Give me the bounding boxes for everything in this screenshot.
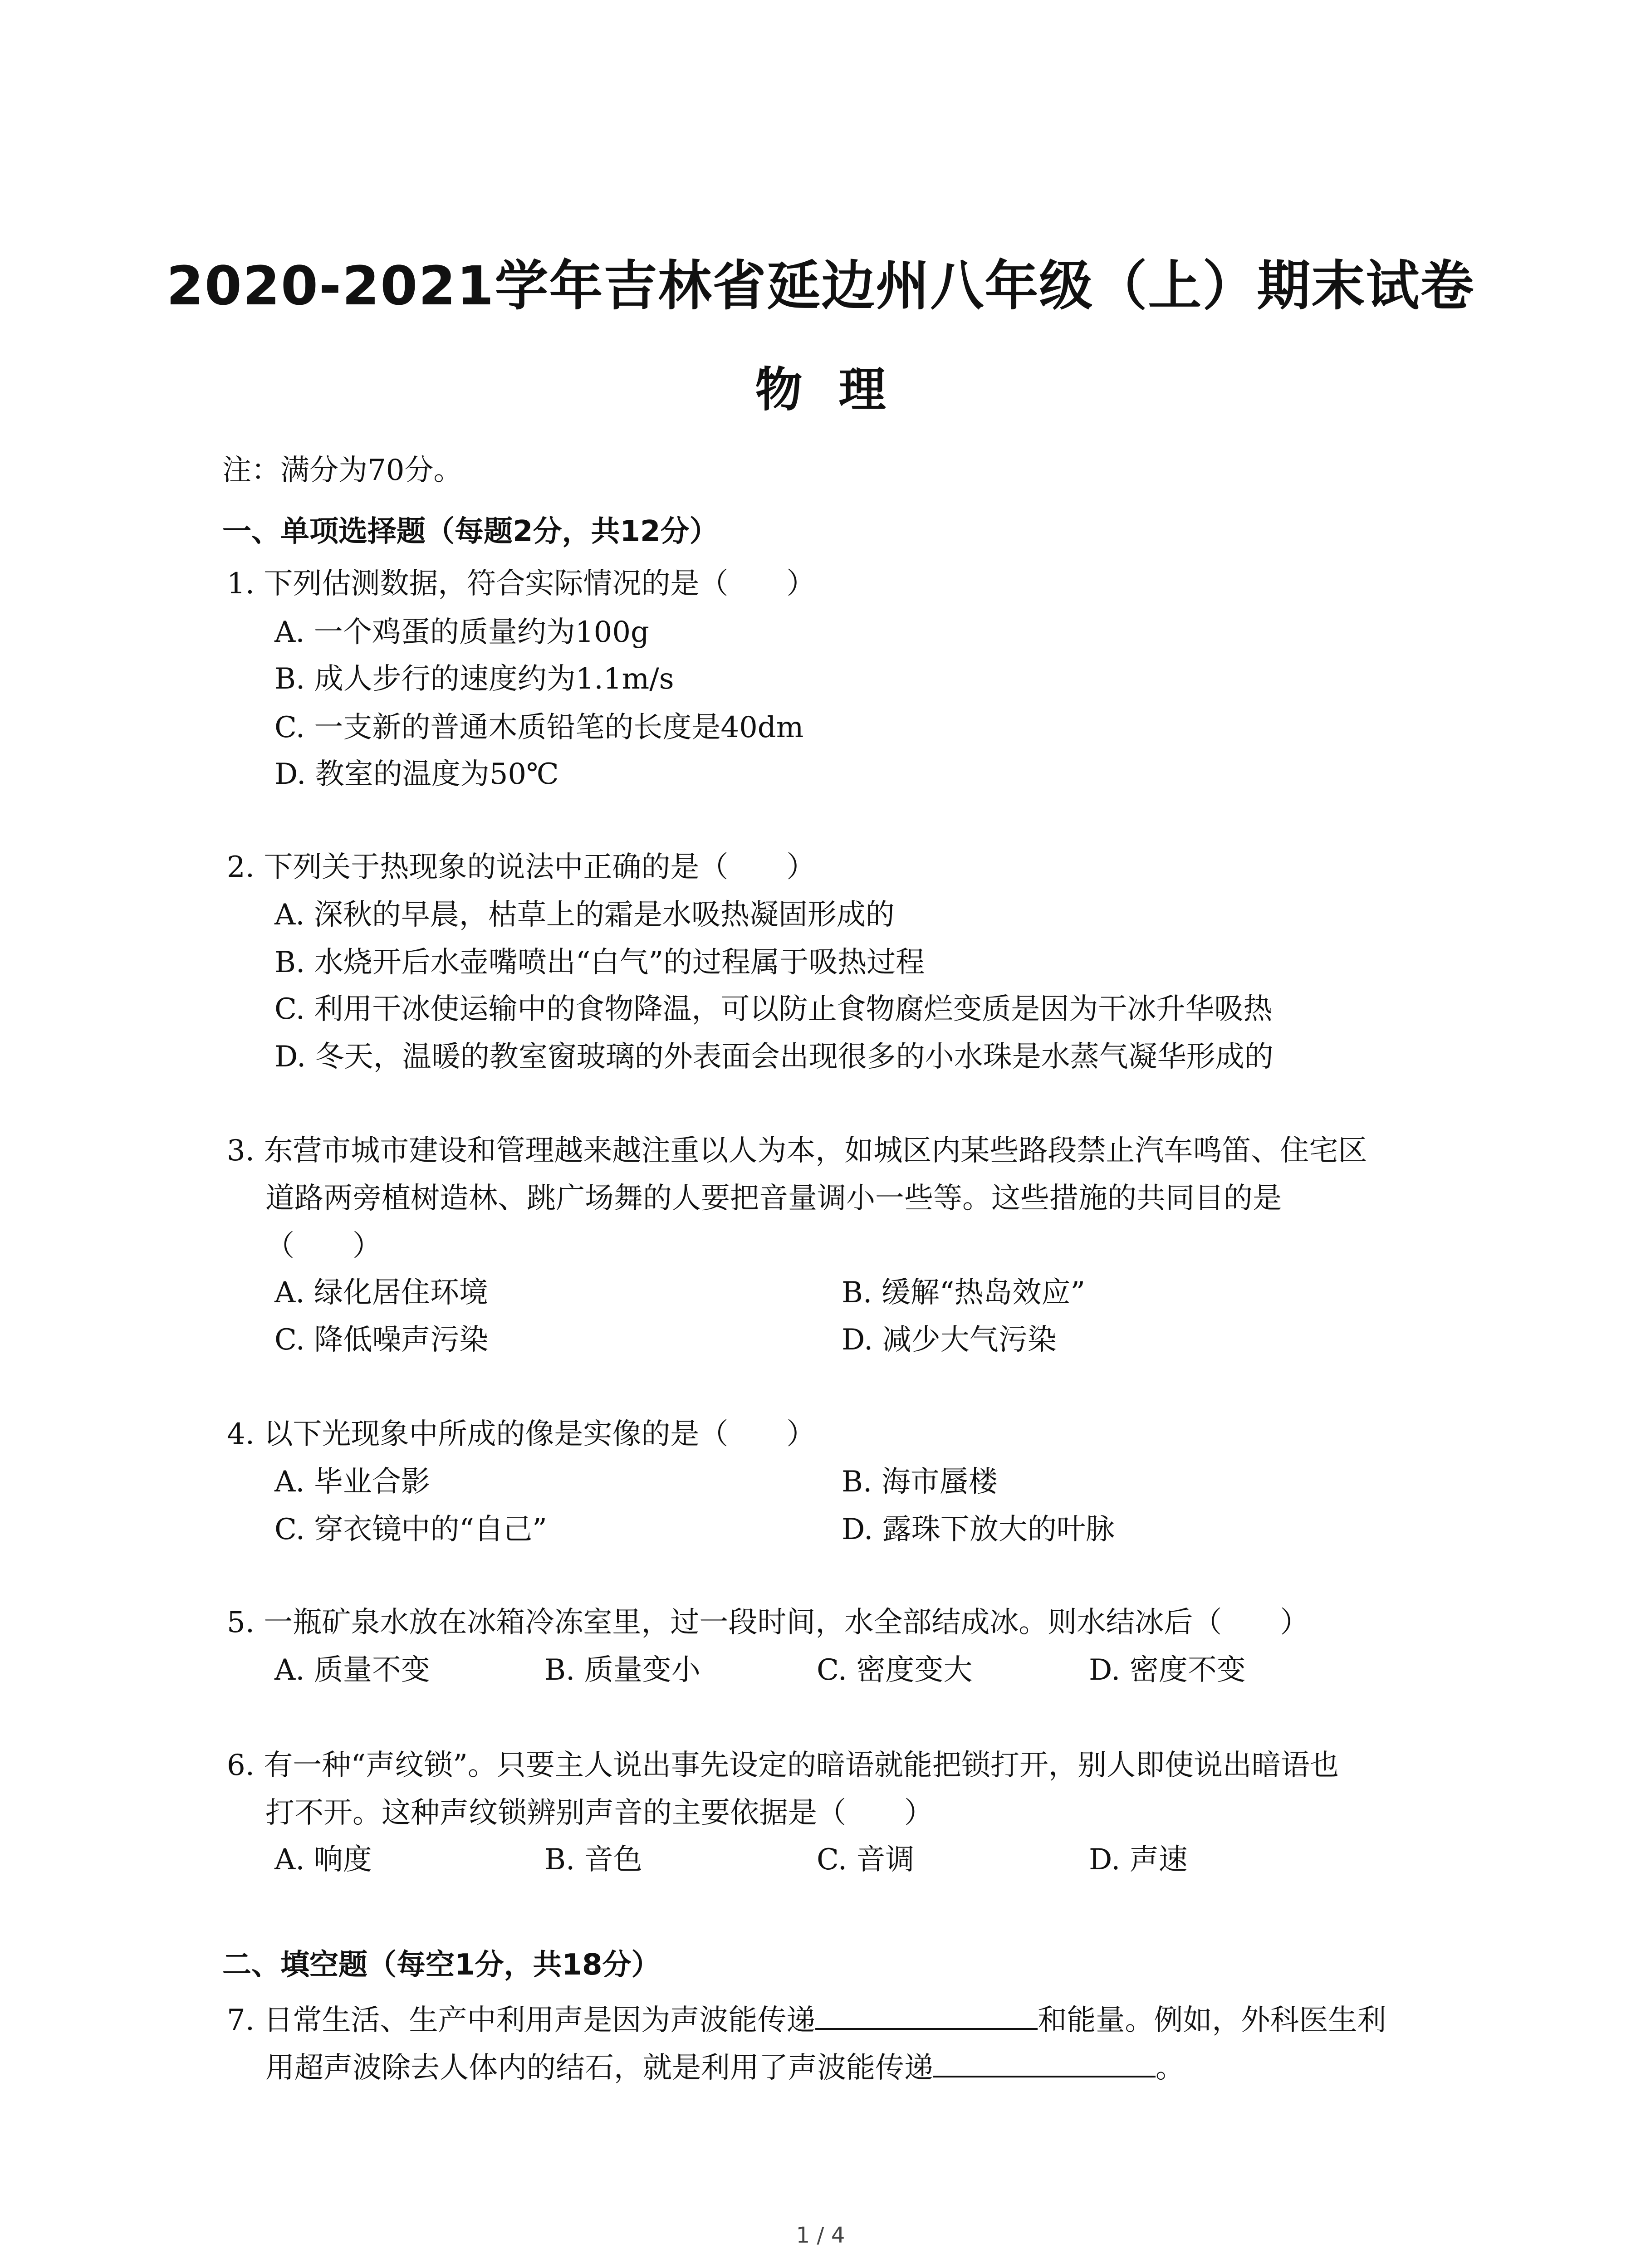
option: D. 减少大气污染 (842, 1323, 1057, 1357)
option: A. 毕业合影 (274, 1465, 430, 1499)
section-heading: 二、填空题（每空1分，共18分） (222, 1948, 661, 1982)
question-stem-cont: （ ） (265, 1229, 382, 1263)
question-stem-cont: 打不开。这种声纹锁辨别声音的主要依据是（ ） (265, 1796, 933, 1830)
question-stem: 4. 以下光现象中所成的像是实像的是（ ） (227, 1418, 816, 1451)
section-heading: 一、单项选择题（每题2分，共12分） (222, 515, 719, 548)
question-text: 用超声波除去人体内的结石，就是利用了声波能传递 (265, 2051, 933, 2085)
question-stem: 3. 东营市城市建设和管理越来越注重以人为本，如城区内某些路段禁止汽车鸣笛、住宅区 (227, 1134, 1367, 1168)
option: C. 密度变大 (817, 1653, 973, 1687)
fill-question-line (227, 2003, 1386, 2035)
option: A. 深秋的早晨，枯草上的霜是水吸热凝固形成的 (274, 898, 895, 932)
score-note: 注：满分为70分。 (222, 454, 463, 487)
question-text: 。 (1156, 2051, 1185, 2085)
option: C. 降低噪声污染 (274, 1323, 489, 1357)
option: B. 质量变小 (544, 1653, 700, 1687)
fill-question-line (265, 2050, 1185, 2085)
option: D. 露珠下放大的叶脉 (842, 1513, 1115, 1546)
question-text: 7. 日常生活、生产中利用声是因为声波能传递 (227, 2004, 816, 2037)
question-stem: 5. 一瓶矿泉水放在冰箱冷冻室里，过一段时间，水全部结成冰。则水结冰后（ ） (227, 1606, 1309, 1639)
subject-title: 物理 (755, 362, 922, 417)
exam-title: 2020-2021学年吉林省延边州八年级（上）期末试卷 (166, 254, 1475, 317)
option: C. 音调 (817, 1843, 915, 1877)
question-stem: 6. 有一种“声纹锁”。只要主人说出事先设定的暗语就能把锁打开，别人即使说出暗语也 (227, 1749, 1339, 1782)
question-stem: 1. 下列估测数据，符合实际情况的是（ ） (227, 567, 816, 601)
option: C. 利用干冰使运输中的食物降温，可以防止食物腐烂变质是因为干冰升华吸热 (274, 992, 1273, 1026)
option: A. 一个鸡蛋的质量约为100g (274, 616, 650, 649)
question-stem: 2. 下列关于热现象的说法中正确的是（ ） (227, 850, 816, 884)
option: A. 质量不变 (274, 1653, 430, 1687)
option: D. 声速 (1089, 1843, 1188, 1877)
option: C. 一支新的普通木质铅笔的长度是40dm (274, 711, 804, 744)
option: C. 穿衣镜中的“自己” (274, 1513, 547, 1546)
page-number: 1 / 4 (796, 2223, 845, 2248)
option: B. 成人步行的速度约为1.1m/s (274, 662, 674, 696)
question-text: 和能量。例如，外科医生利 (1038, 2004, 1386, 2037)
option: B. 海市蜃楼 (842, 1465, 998, 1499)
option: B. 音色 (544, 1843, 642, 1877)
option: A. 绿化居住环境 (274, 1276, 488, 1310)
answer-blank[interactable] (815, 2003, 1038, 2030)
answer-blank[interactable] (933, 2050, 1156, 2077)
option: B. 缓解“热岛效应” (842, 1276, 1086, 1310)
option: D. 冬天，温暖的教室窗玻璃的外表面会出现很多的小水珠是水蒸气凝华形成的 (274, 1040, 1274, 1074)
option: B. 水烧开后水壶嘴喷出“白气”的过程属于吸热过程 (274, 946, 925, 979)
option: D. 密度不变 (1089, 1653, 1246, 1687)
question-stem-cont: 道路两旁植树造林、跳广场舞的人要把音量调小一些等。这些措施的共同目的是 (265, 1182, 1282, 1215)
option: A. 响度 (274, 1843, 372, 1877)
option: D. 教室的温度为50℃ (274, 758, 559, 791)
